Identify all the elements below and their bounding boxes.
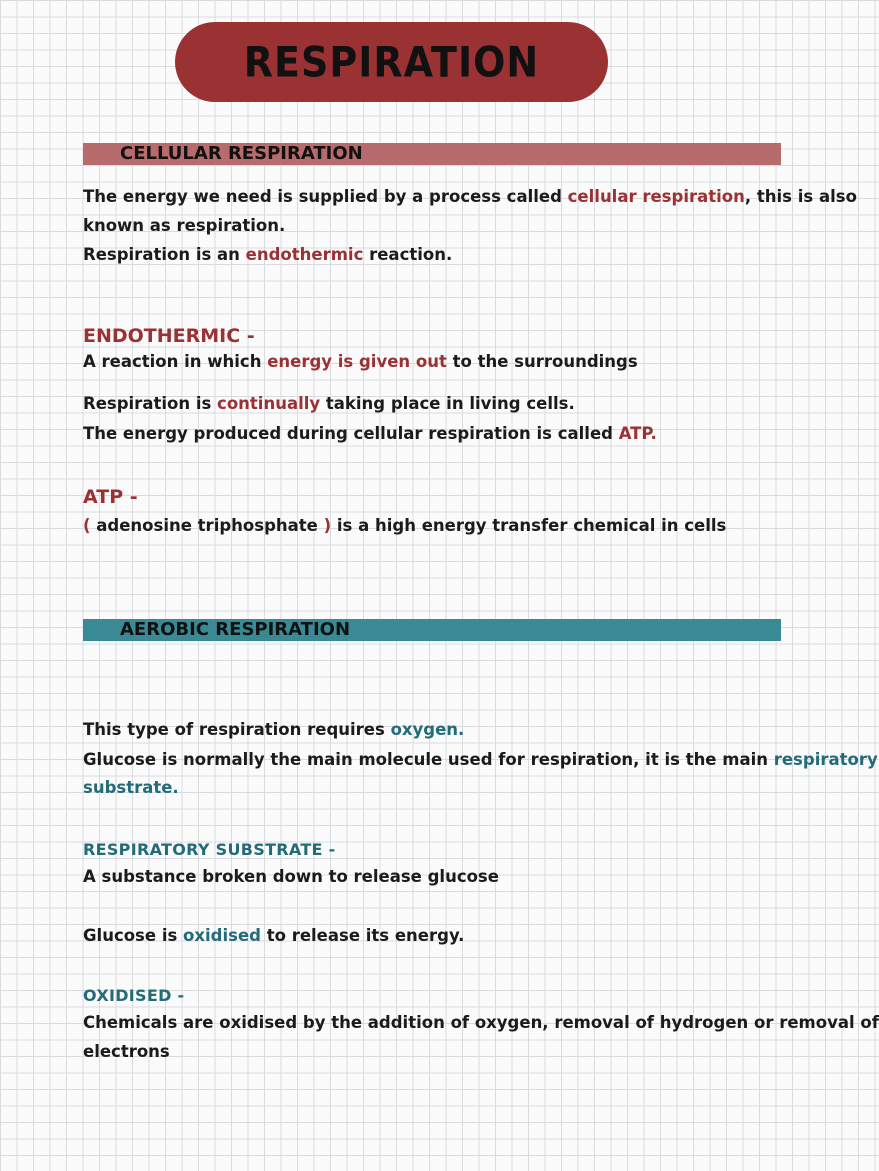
endothermic-heading: ENDOTHERMIC - [83,325,255,347]
atp-heading: ATP - [83,486,138,508]
cellular-paragraph-line-1 [83,185,857,209]
highlight-term: endothermic [245,245,364,264]
page-title: RESPIRATION [243,37,540,87]
endothermic-line-2 [83,422,657,446]
text: to release its energy. [260,926,465,945]
text: Respiration is an [83,245,246,264]
bracket-close: ) [323,516,332,535]
cellular-paragraph-line-3 [83,243,452,267]
substrate-heading: RESPIRATORY SUBSTRATE - [83,840,336,859]
text: , this is also [744,187,857,206]
highlight-term: ATP. [618,424,657,443]
highlight-term: cellular respiration [567,187,745,206]
oxidised-definition-line-1: Chemicals are oxidised by the addition of oxygen, removal of hydrogen or removal of [83,1013,879,1032]
highlight-term: oxygen. [390,720,465,739]
text: reaction. [363,245,453,264]
endothermic-definition [83,350,638,374]
text: is a high energy transfer chemical in cells [331,516,727,535]
highlight-term: oxidised [183,926,261,945]
text: The energy we need is supplied by a process called [83,187,568,206]
substrate-line-1 [83,924,464,948]
bracket-open: ( [83,516,97,535]
atp-definition [83,514,726,538]
text: Glucose is [83,926,184,945]
section-header-aerobic [83,619,781,641]
oxidised-definition-line-2: electrons [83,1042,170,1061]
substrate-definition: A substance broken down to release glucose [83,867,499,886]
aerobic-line-3: substrate. [83,778,179,797]
text: This type of respiration requires [83,720,391,739]
section-title-aerobic: AEROBIC RESPIRATION [120,619,351,640]
text: adenosine triphosphate [96,516,324,535]
highlight-term: continually [217,394,321,413]
text: A reaction in which [83,352,268,371]
aerobic-line-1 [83,718,464,742]
highlight-term: energy is given out [267,352,447,371]
aerobic-line-2 [83,748,878,772]
cellular-paragraph-line-2: known as respiration. [83,216,286,235]
oxidised-heading: OXIDISED - [83,986,185,1005]
section-title-cellular: CELLULAR RESPIRATION [120,143,363,164]
text: The energy produced during cellular respiration is called [83,424,619,443]
text: to the surroundings [446,352,638,371]
highlight-term: respiratory [773,750,878,769]
title-banner [175,22,608,102]
section-header-cellular [83,143,781,165]
endothermic-line-1 [83,392,575,416]
text: taking place in living cells. [320,394,575,413]
text: Glucose is normally the main molecule used for respiration, it is the main [83,750,774,769]
text: Respiration is [83,394,218,413]
